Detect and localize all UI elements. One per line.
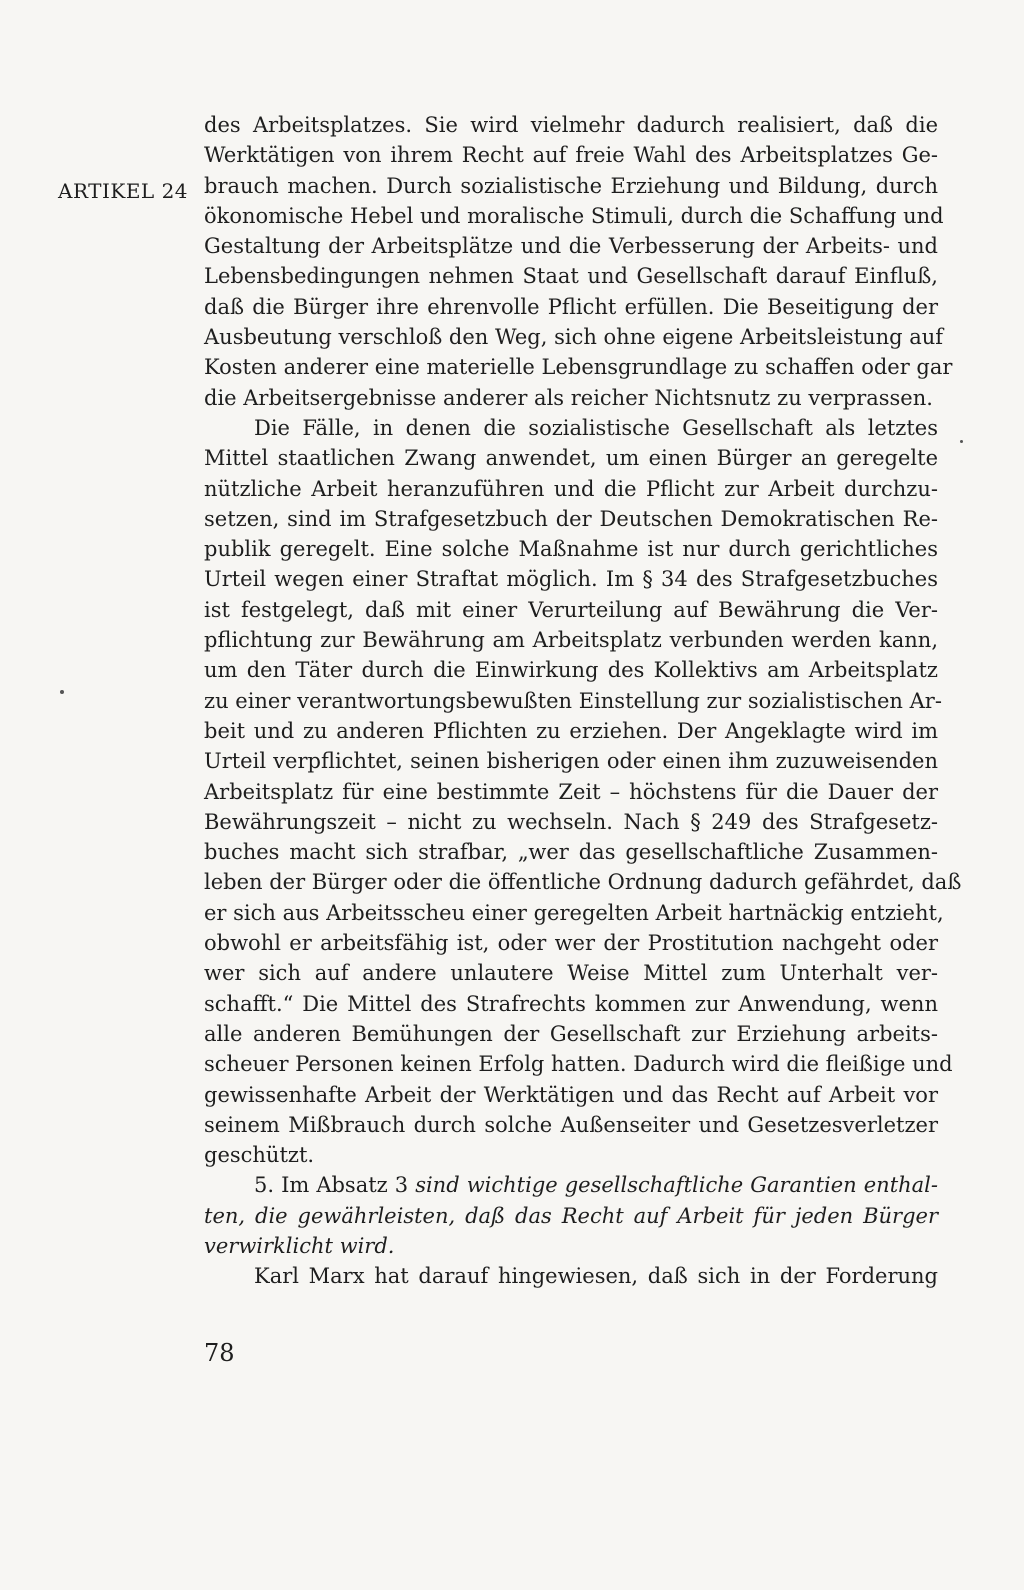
- text-line: Arbeitsplatz für eine bestimmte Zeit – höchstens für die Dauer der: [204, 779, 938, 804]
- text-line: geschützt.: [204, 1143, 315, 1168]
- text-line: des Arbeitsplatzes. Sie wird vielmehr dadurch realisiert, daß die: [204, 113, 938, 137]
- text-line: Urteil wegen einer Straftat möglich. Im § 34 des Strafgesetzbuches: [204, 567, 938, 592]
- scan-speck: [960, 440, 963, 443]
- text-line: Mittel staatlichen Zwang anwendet, um einen Bürger an geregelte: [204, 446, 938, 471]
- text-line: Die Fälle, in denen die sozialistische Gesellschaft als letztes: [254, 415, 938, 440]
- text-line: zu einer verantwortungsbewußten Einstellung zur sozialistischen Ar-: [204, 688, 942, 713]
- text-line: verwirklicht wird.: [204, 1233, 395, 1258]
- text-line: seinem Mißbrauch durch solche Außenseiter und Gesetzesverletzer: [204, 1112, 938, 1137]
- article-margin-note: ARTIKEL 24: [58, 179, 189, 203]
- text-line: pflichtung zur Bewährung am Arbeitsplatz verbunden werden kann,: [204, 628, 938, 653]
- text-line: schafft.“ Die Mittel des Strafrechts kommen zur Anwendung, wenn: [204, 991, 938, 1016]
- text-line: die Arbeitsergebnisse anderer als reicher Nichtsnutz zu verprassen.: [204, 385, 933, 410]
- text-line: 5. Im Absatz 3 sind wichtige gesellschaftliche Garantien enthal-: [254, 1173, 938, 1198]
- text-line: wer sich auf andere unlautere Weise Mittel zum Unterhalt ver-: [204, 961, 938, 986]
- text-line: Gestaltung der Arbeitsplätze und die Verbesserung der Arbeits- und: [204, 234, 938, 259]
- text-line: buches macht sich strafbar, „wer das gesellschaftliche Zusammen-: [204, 840, 938, 865]
- text-line: Urteil verpflichtet, seinen bisherigen oder einen ihm zuzuweisenden: [204, 749, 938, 774]
- body-text: [204, 110, 962, 1292]
- text-line: ökonomische Hebel und moralische Stimuli, durch die Schaffung und: [204, 203, 944, 228]
- text-line: daß die Bürger ihre ehrenvolle Pflicht erfüllen. Die Beseitigung der: [204, 294, 938, 319]
- text-line: scheuer Personen keinen Erfolg hatten. Dadurch wird die fleißige und: [204, 1052, 953, 1077]
- text-line: Kosten anderer eine materielle Lebensgrundlage zu schaffen oder gar: [204, 355, 953, 380]
- text-line: ten, die gewährleisten, daß das Recht auf Arbeit für jeden Bürger: [204, 1203, 938, 1228]
- text-line: alle anderen Bemühungen der Gesellschaft zur Erziehung arbeits-: [204, 1021, 938, 1046]
- text-line: beit und zu anderen Pflichten zu erziehen. Der Angeklagte wird im: [204, 718, 938, 743]
- text-line: Bewährungszeit – nicht zu wechseln. Nach § 249 des Strafgesetz-: [204, 809, 938, 834]
- scan-speck: [60, 690, 64, 694]
- text-line: Karl Marx hat darauf hingewiesen, daß sich in der Forderung: [254, 1264, 938, 1289]
- text-line: um den Täter durch die Einwirkung des Kollektivs am Arbeitsplatz: [204, 658, 938, 683]
- text-line: leben der Bürger oder die öffentliche Ordnung dadurch gefährdet, daß: [204, 870, 962, 895]
- text-line: publik geregelt. Eine solche Maßnahme ist nur durch gerichtliches: [204, 537, 938, 562]
- page-number: 78: [204, 1339, 235, 1367]
- text-line: er sich aus Arbeitsscheu einer geregelten Arbeit hartnäckig entzieht,: [204, 900, 944, 925]
- text-line: brauch machen. Durch sozialistische Erziehung und Bildung, durch: [204, 173, 938, 198]
- italic-emphasis: sind wichtige gesellschaftliche Garantien enthal-: [415, 1173, 938, 1198]
- text-line: Lebensbedingungen nehmen Staat und Gesellschaft darauf Einfluß,: [204, 264, 938, 289]
- text-line: setzen, sind im Strafgesetzbuch der Deutschen Demokratischen Re-: [204, 506, 938, 531]
- text-line: gewissenhafte Arbeit der Werktätigen und das Recht auf Arbeit vor: [204, 1082, 938, 1107]
- text-line: ist festgelegt, daß mit einer Verurteilung auf Bewährung die Ver-: [204, 597, 938, 622]
- text-line: Ausbeutung verschloß den Weg, sich ohne eigene Arbeitsleistung auf: [204, 325, 944, 350]
- text-line: Werktätigen von ihrem Recht auf freie Wahl des Arbeitsplatzes Ge-: [204, 143, 938, 168]
- text-line: obwohl er arbeitsfähig ist, oder wer der Prostitution nachgeht oder: [204, 931, 938, 956]
- text-line: nützliche Arbeit heranzuführen und die Pflicht zur Arbeit durchzu-: [204, 476, 938, 501]
